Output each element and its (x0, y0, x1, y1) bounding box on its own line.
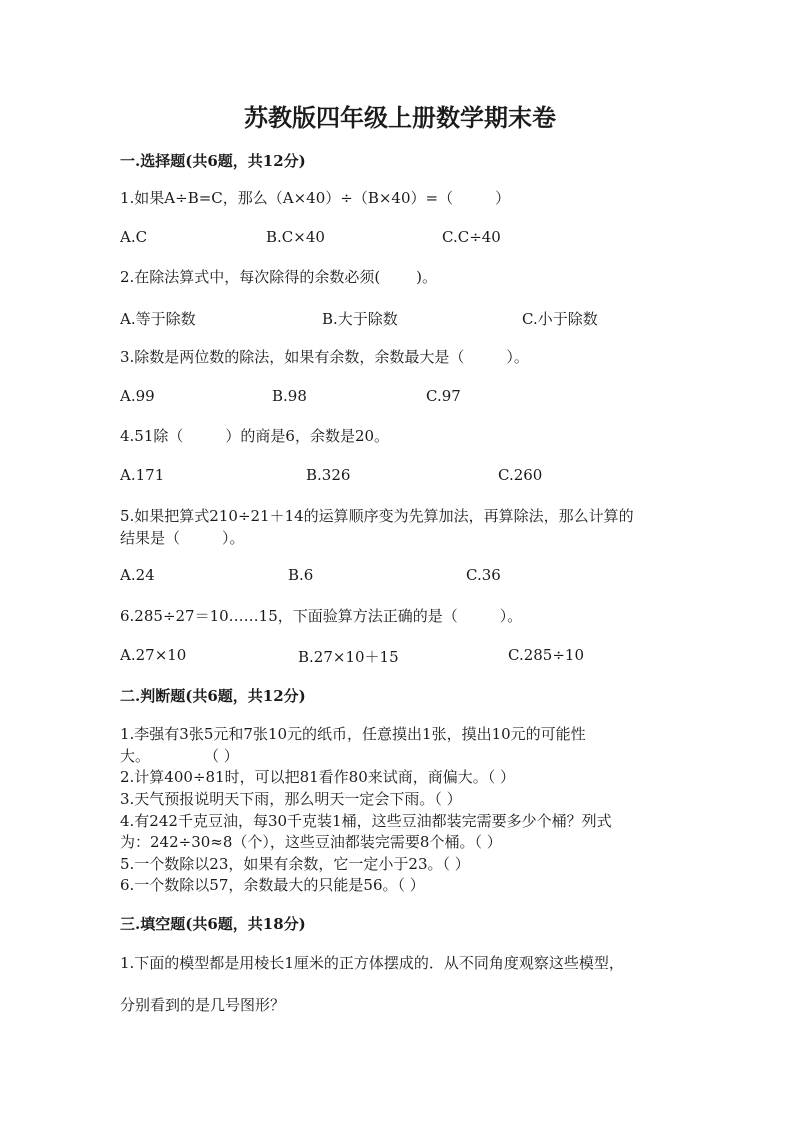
option-2b: B.大于除数 (322, 310, 398, 328)
option-1c: C.C÷40 (442, 228, 501, 246)
option-6b: B.27×10＋15 (298, 648, 399, 666)
option-1b: B.C×40 (266, 228, 325, 246)
question-stem: 3.除数是两位数的除法，如果有余数，余数最大是（ (120, 348, 465, 366)
question-choice-5-line2 (120, 527, 245, 549)
question-judge-6: 6.一个数除以57，余数最大的只能是56。（ ） (120, 876, 425, 894)
option-4c: C.260 (498, 466, 543, 484)
section-heading-choice: 一.选择题(共6题，共12分) (120, 152, 306, 170)
option-4a: A.171 (120, 466, 165, 484)
option-3b: B.98 (272, 387, 307, 405)
question-stem-end: ）的商是6，余数是20。 (225, 427, 390, 445)
question-stem: 结果是（ (120, 529, 181, 547)
section-heading-fill: 三.填空题(共6题，共18分) (120, 915, 306, 933)
option-1a: A.C (120, 228, 148, 246)
question-stem-end: ）。 (222, 529, 245, 547)
option-3c: C.97 (426, 387, 461, 405)
question-stem: 4.51除（ (120, 427, 184, 445)
question-stem-end: ）。 (499, 607, 523, 625)
answer-paren: （ ） (204, 747, 239, 765)
question-stem: 大。 (120, 747, 151, 765)
option-2a: A.等于除数 (120, 310, 196, 328)
question-fill-1-line1: 1.下面的模型都是用棱长1厘米的正方体摆成的．从不同角度观察这些模型， (120, 954, 624, 972)
question-stem: 2.在除法算式中，每次除得的余数必须( (120, 268, 381, 286)
option-6a: A.27×10 (120, 646, 187, 664)
question-choice-1 (120, 187, 510, 209)
question-judge-4-line2: 为：242÷30≈8（个），这些豆油都装完需要8个桶。（ ） (120, 833, 502, 851)
exam-title: 苏教版四年级上册数学期末卷 (244, 103, 556, 132)
option-3a: A.99 (120, 387, 155, 405)
question-stem-end: )。 (416, 268, 438, 286)
question-judge-4-line1: 4.有242千克豆油，每30千克装1桶，这些豆油都装完需要多少个桶？列式 (120, 812, 612, 830)
question-judge-2: 2.计算400÷81时，可以把81看作80来试商，商偏大。（ ） (120, 768, 516, 786)
question-choice-6 (120, 605, 522, 627)
question-choice-5-line1: 5.如果把算式210÷21＋14的运算顺序变为先算加法，再算除法，那么计算的 (120, 507, 634, 525)
option-5a: A.24 (120, 566, 155, 584)
option-2c: C.小于除数 (522, 310, 598, 328)
question-stem: 1.如果A÷B=C，那么（A×40）÷（B×40）=（ (120, 189, 454, 207)
question-judge-5: 5.一个数除以23，如果有余数，它一定小于23。（ ） (120, 855, 470, 873)
question-judge-1-line2 (120, 745, 239, 767)
question-choice-3 (120, 346, 529, 368)
section-heading-judge: 二.判断题(共6题，共12分) (120, 687, 306, 705)
option-5c: C.36 (466, 566, 501, 584)
option-4b: B.326 (306, 466, 351, 484)
option-6c: C.285÷10 (508, 646, 584, 664)
question-fill-1-line2: 分别看到的是几号图形？ (120, 996, 286, 1014)
question-stem-end: ） (495, 189, 511, 207)
question-judge-1-line1: 1.李强有3张5元和7张10元的纸币，任意摸出1张，摸出10元的可能性 (120, 725, 586, 743)
question-judge-3: 3.天气预报说明天下雨，那么明天一定会下雨。（ ） (120, 790, 462, 808)
question-choice-4 (120, 425, 389, 447)
question-choice-2 (120, 266, 437, 288)
option-5b: B.6 (288, 566, 314, 584)
question-stem-end: ）。 (506, 348, 529, 366)
question-stem: 6.285÷27＝10……15，下面验算方法正确的是（ (120, 607, 458, 625)
